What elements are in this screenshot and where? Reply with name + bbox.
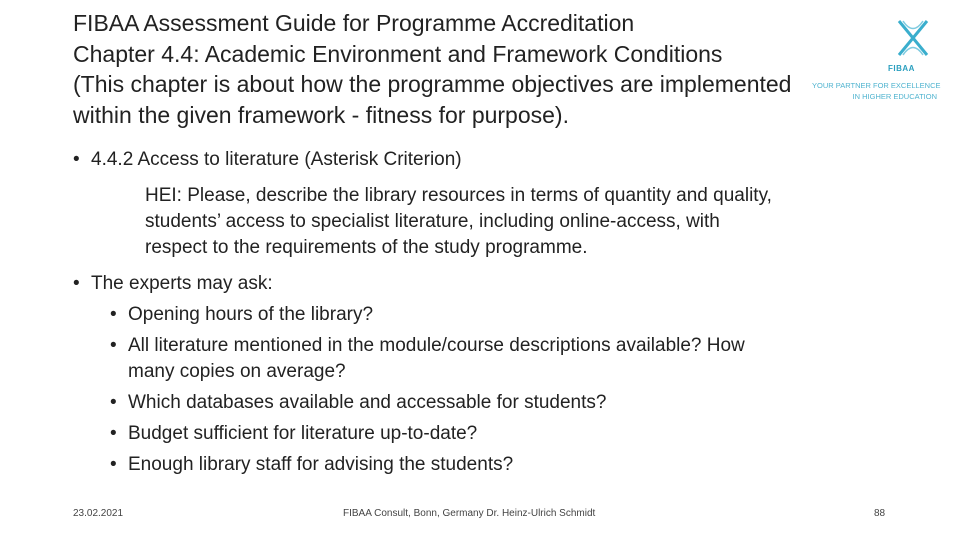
page-number: 88: [874, 508, 886, 519]
footer-text: FIBAA Consult, Bonn, Germany Dr. Heinz-Ulrich Schmidt: [343, 508, 596, 519]
footer-date: 23.02.2021: [73, 508, 124, 519]
list-item-continued: many copies on average?: [128, 361, 346, 382]
list-item: • Budget sufficient for literature up-to-date?: [128, 421, 477, 447]
bullet-heading: • The experts may ask:: [91, 271, 273, 297]
logo-name: FIBAA: [888, 64, 915, 73]
slide-title: [73, 8, 791, 130]
fibaa-logo: [812, 14, 941, 104]
logo-tagline: IN HIGHER EDUCATION: [852, 92, 937, 101]
list-item: • Enough library staff for advising the students?: [128, 452, 513, 478]
title-line: (This chapter is about how the programme objectives are implemented: [73, 71, 792, 97]
title-line: within the given framework - fitness for purpose).: [73, 101, 569, 128]
body-line: respect to the requirements of the study programme.: [145, 237, 588, 258]
logo-tagline: YOUR PARTNER FOR EXCELLENCE: [812, 81, 941, 90]
title-line: Chapter 4.4: Academic Environment and Framework Conditions: [73, 40, 723, 67]
body-line: students’ access to specialist literature, including online-access, with: [145, 211, 720, 232]
bullet-heading: • 4.4.2 Access to literature (Asterisk Criterion): [91, 147, 462, 173]
list-item: • Which databases available and accessable for students?: [128, 390, 606, 416]
list-item: • Opening hours of the library?: [128, 302, 373, 328]
title-line: FIBAA Assessment Guide for Programme Accreditation: [73, 10, 635, 36]
fibaa-x-icon: [896, 18, 930, 58]
list-item: • All literature mentioned in the module/course descriptions available? How: [128, 333, 745, 359]
body-line: HEI: Please, describe the library resources in terms of quantity and quality,: [145, 185, 772, 206]
